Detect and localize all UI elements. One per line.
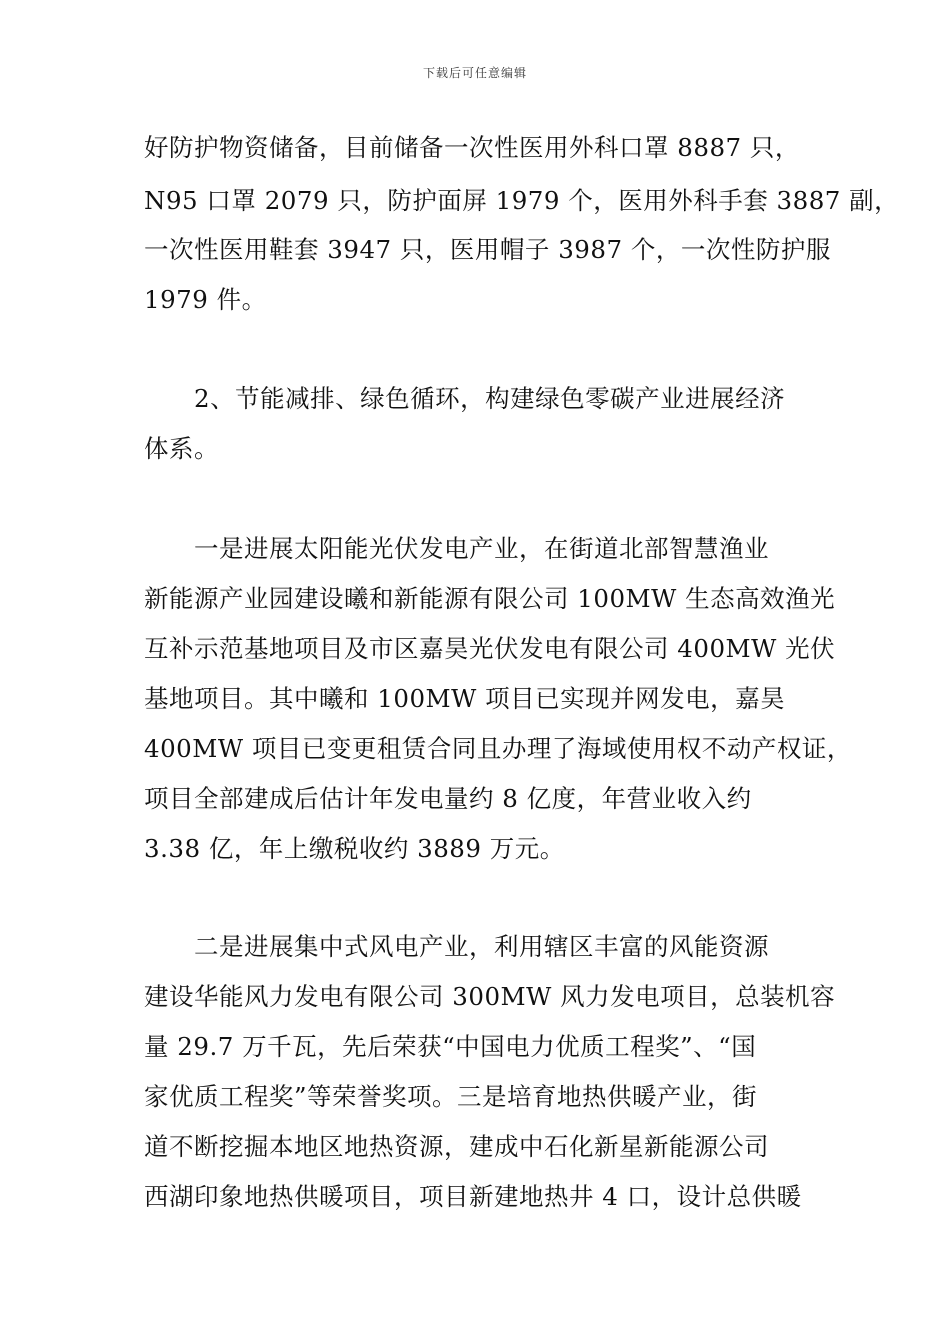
text-line: 道不断挖掘本地区地热资源，建成中石化新星新能源公司 [144,1132,769,1161]
text-line: 互补示范基地项目及市区嘉昊光伏发电有限公司 400MW 光伏 [144,634,836,663]
text-line: 项目全部建成后估计年发电量约 8 亿度，年营业收入约 [144,784,752,813]
text-line: 400MW 项目已变更租赁合同且办理了海域使用权不动产权证， [144,734,852,763]
text-line: 一次性医用鞋套 3947 只，医用帽子 3987 个，一次性防护服 [144,235,831,264]
text-line: 家优质工程奖”等荣誉奖项。三是培育地热供暖产业，街 [144,1082,758,1111]
text-line: 好防护物资储备，目前储备一次性医用外科口罩 8887 只， [144,133,800,162]
text-line: N95 口罩 2079 只，防护面屏 1979 个，医用外科手套 3887 副， [144,186,900,215]
text-line: 1979 件。 [144,285,267,314]
text-line: 西湖印象地热供暖项目，项目新建地热井 4 口，设计总供暖 [144,1182,802,1211]
text-line: 量 29.7 万千瓦，先后荣获“中国电力优质工程奖”、“国 [144,1032,757,1061]
page-header: 下载后可任意编辑 [422,66,527,80]
text-line: 基地项目。其中曦和 100MW 项目已实现并网发电，嘉昊 [144,684,786,713]
text-line: 体系。 [144,434,219,463]
text-line: 2、节能减排、绿色循环，构建绿色零碳产业进展经济 [194,384,786,413]
text-line: 一是进展太阳能光伏发电产业，在街道北部智慧渔业 [194,534,769,563]
text-line: 二是进展集中式风电产业，利用辖区丰富的风能资源 [194,932,769,961]
text-line: 3.38 亿，年上缴税收约 3889 万元。 [144,834,565,863]
text-line: 建设华能风力发电有限公司 300MW 风力发电项目，总装机容 [144,982,836,1011]
text-line: 新能源产业园建设曦和新能源有限公司 100MW 生态高效渔光 [144,584,836,613]
